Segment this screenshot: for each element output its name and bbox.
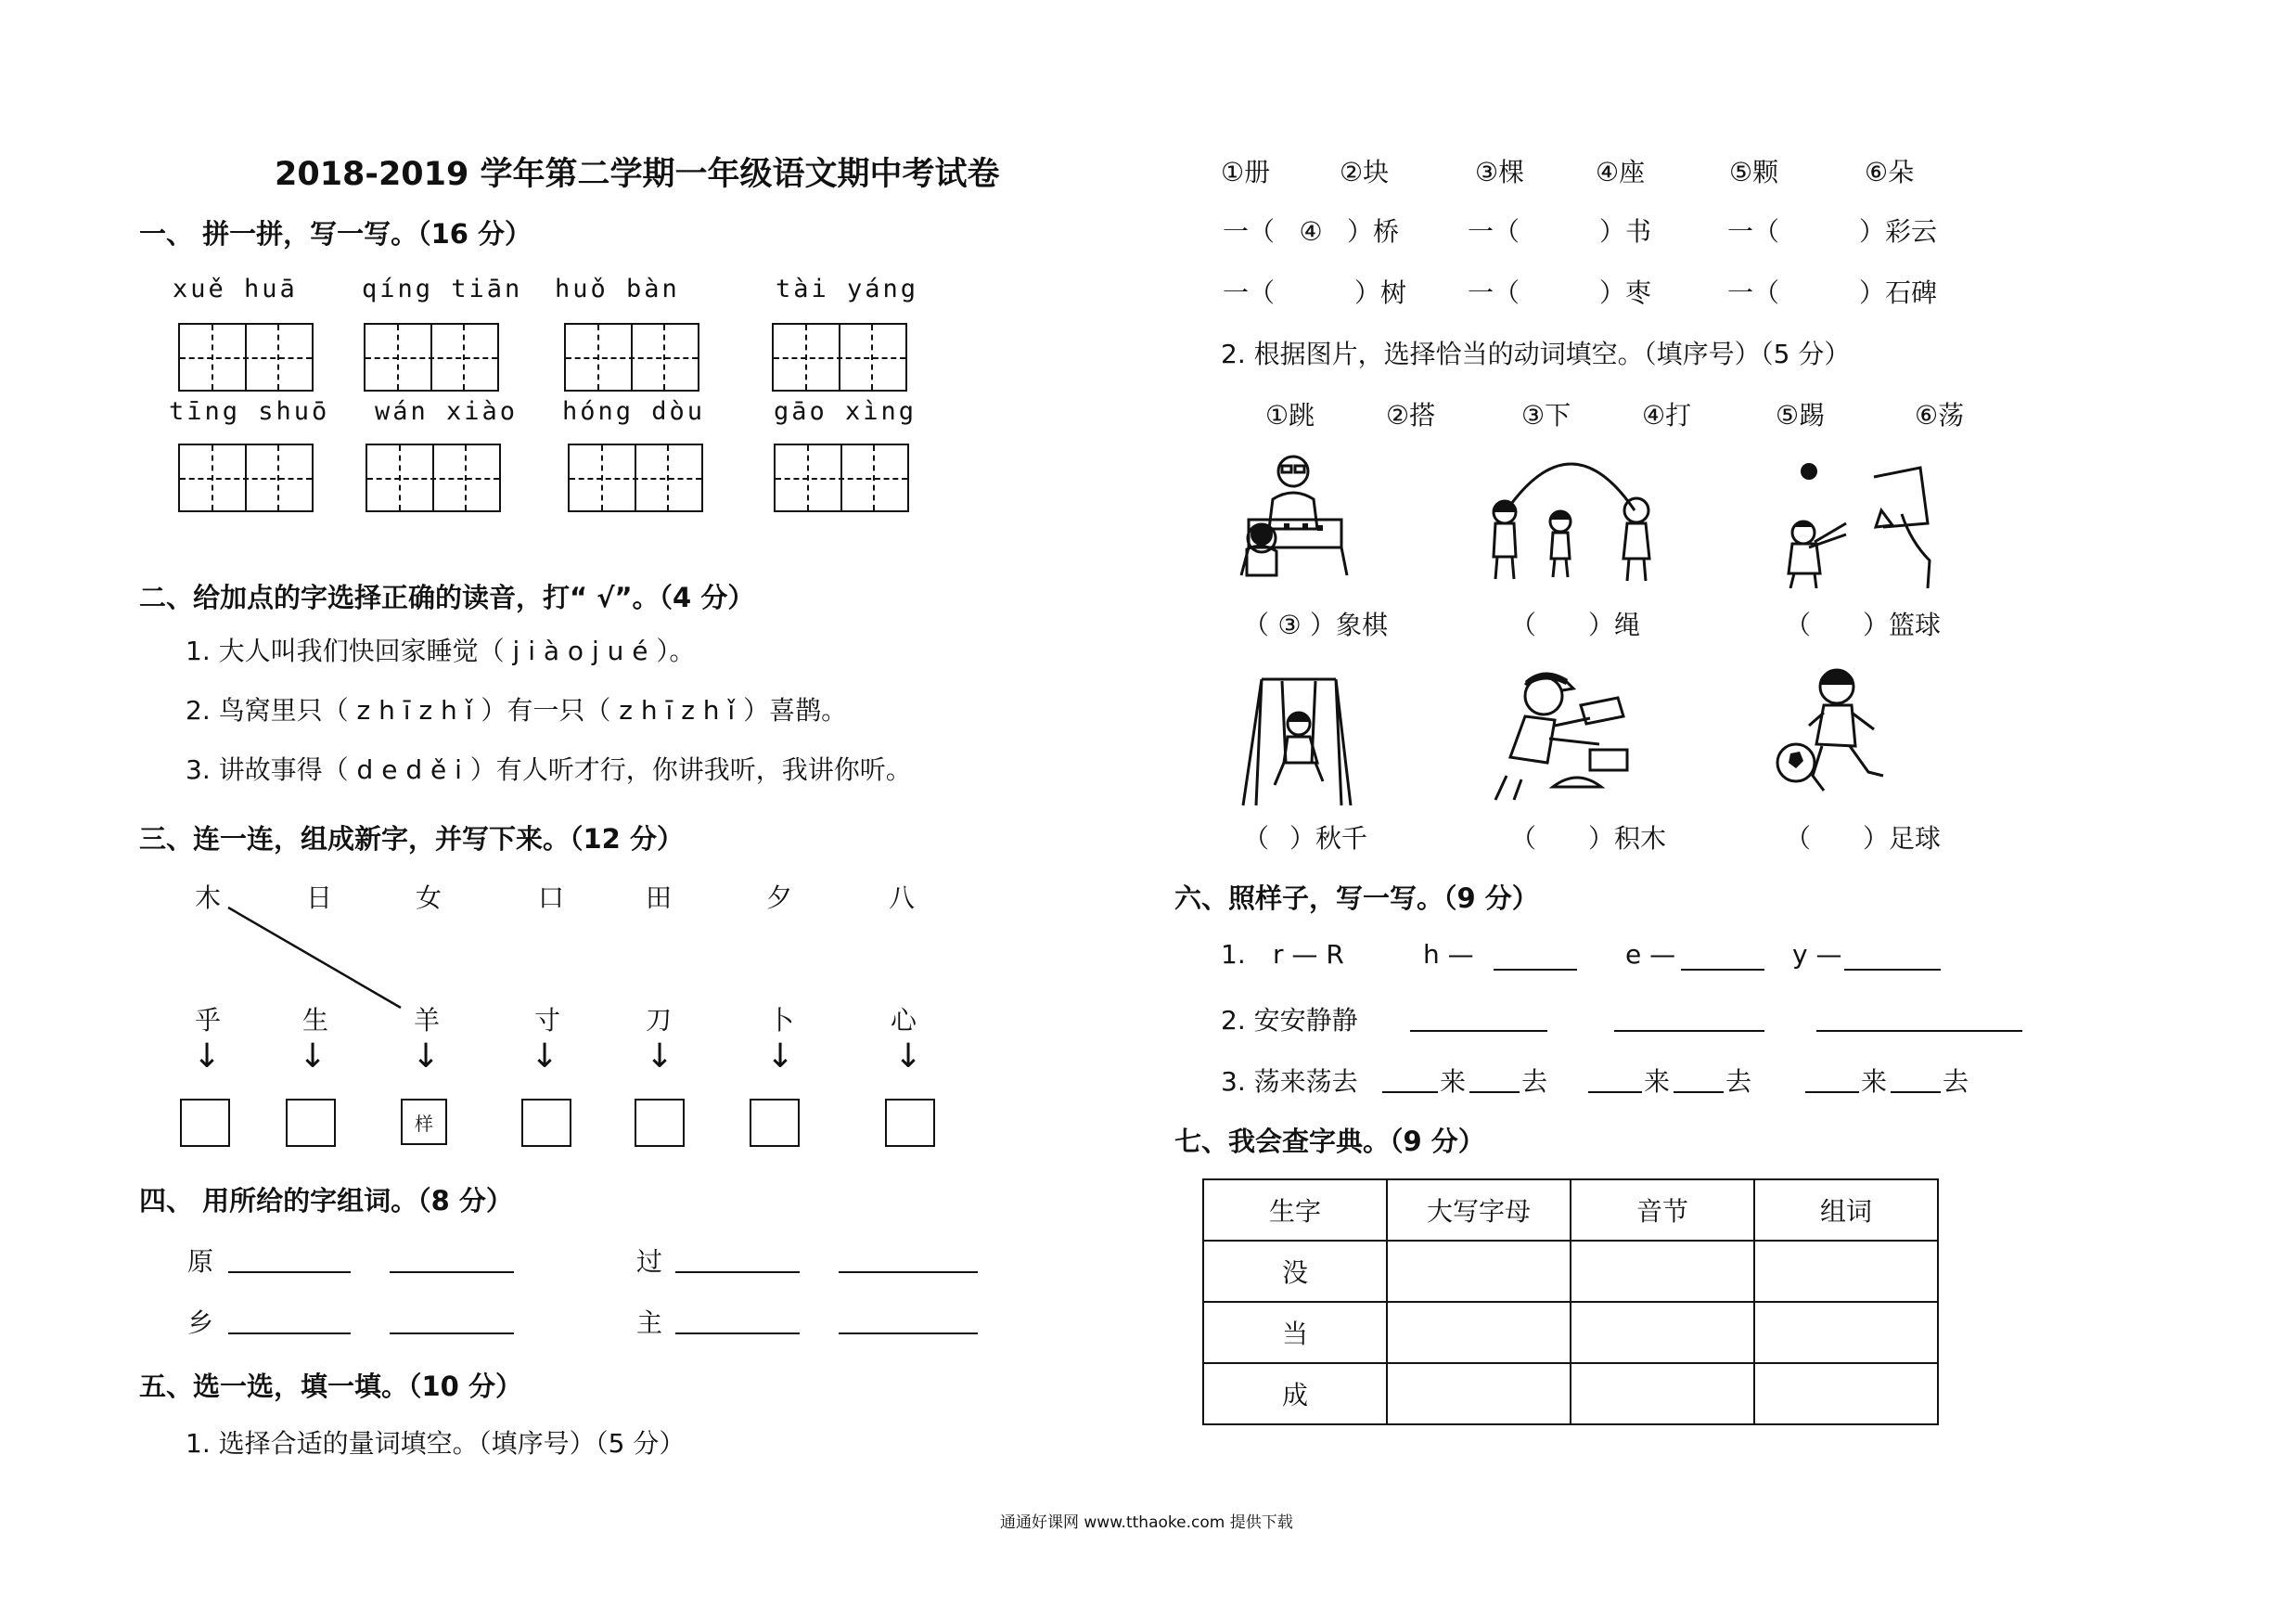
fill-suffix: ）足球 xyxy=(1863,823,1942,854)
q6-1-item: e — xyxy=(1625,939,1676,970)
table-cell-char: 没 xyxy=(1203,1241,1387,1302)
fill-suffix: ）树 xyxy=(1354,277,1407,308)
blank-line[interactable] xyxy=(1891,1091,1941,1093)
fill-suffix: ）篮球 xyxy=(1863,610,1942,640)
section-5-heading: 五、选一选，填一填。（10 分） xyxy=(139,1371,522,1402)
top-char: 田 xyxy=(646,882,673,913)
section-1-heading: 一、 拼一拼，写一写。（16 分） xyxy=(139,218,532,250)
pinyin-7: hóng dòu xyxy=(562,397,706,426)
section-4-heading: 四、 用所给的字组词。（8 分） xyxy=(139,1185,513,1216)
table-cell-blank[interactable] xyxy=(1571,1302,1754,1363)
bottom-char: 心 xyxy=(891,1005,917,1036)
answer-box[interactable]: 样 xyxy=(401,1099,447,1145)
q6-3-lai: 来 xyxy=(1440,1066,1467,1097)
verb-option: ②搭 xyxy=(1386,400,1436,431)
question-2-2: 2. 鸟窝里只（ z h ī z h ǐ ）有一只（ z h ī z h ǐ ）喜鹊。 xyxy=(186,695,848,726)
picture-fill[interactable] xyxy=(1785,818,1941,856)
q6-3-qu: 去 xyxy=(1943,1066,1969,1097)
fill-suffix: ）彩云 xyxy=(1859,216,1938,247)
fill-prefix: 一（ xyxy=(1223,216,1276,247)
basketball-image xyxy=(1772,458,1939,588)
fill-prefix: （ xyxy=(1785,610,1812,640)
football-image xyxy=(1772,661,1902,800)
picture-fill[interactable] xyxy=(1785,605,1941,642)
blank-line[interactable] xyxy=(1681,969,1764,971)
pinyin-3: huǒ bàn xyxy=(555,275,680,303)
fill-blank[interactable] xyxy=(1727,212,1937,249)
bottom-char: 寸 xyxy=(534,1005,561,1036)
measure-option: ⑥朵 xyxy=(1865,157,1915,187)
blank-line[interactable] xyxy=(1805,1091,1859,1093)
fill-suffix: ）枣 xyxy=(1599,277,1652,308)
table-cell-char: 成 xyxy=(1203,1363,1387,1424)
fill-answer: ③ xyxy=(1277,610,1302,640)
fill-prefix: （ xyxy=(1510,823,1537,854)
q6-2: 2. 安安静静 xyxy=(1221,1005,1358,1036)
pinyin-6: wán xiào xyxy=(375,397,519,426)
fill-blank[interactable] xyxy=(1468,212,1651,249)
q6-1-label: 1. xyxy=(1221,939,1246,970)
table-header-cell: 大写字母 xyxy=(1387,1179,1571,1241)
down-arrow-icon: ↓ xyxy=(193,1037,222,1075)
blank-line[interactable] xyxy=(1382,1091,1438,1093)
answer-box[interactable] xyxy=(885,1099,935,1147)
answer-box[interactable] xyxy=(750,1099,800,1147)
section-2-heading: 二、给加点的字选择正确的读音，打“ √”。（4 分） xyxy=(139,582,755,613)
picture-fill[interactable] xyxy=(1243,605,1388,642)
top-char: 日 xyxy=(306,882,333,913)
top-char: 八 xyxy=(889,882,916,913)
answer-box[interactable] xyxy=(180,1099,230,1147)
picture-fill[interactable] xyxy=(1243,818,1367,856)
section-7-heading: 七、我会查字典。（9 分） xyxy=(1174,1126,1485,1157)
blank-line[interactable] xyxy=(1816,1030,2022,1032)
q6-3-lai: 来 xyxy=(1861,1066,1888,1097)
fill-prefix: 一（ xyxy=(1468,216,1520,247)
bottom-char: 刀 xyxy=(646,1005,673,1036)
down-arrow-icon: ↓ xyxy=(531,1037,559,1075)
section-6-heading: 六、照样子，写一写。（9 分） xyxy=(1174,882,1539,914)
table-cell-blank[interactable] xyxy=(1571,1363,1754,1424)
blank-line[interactable] xyxy=(839,1271,978,1273)
fill-prefix: 一（ xyxy=(1727,277,1780,308)
word-char: 乡 xyxy=(187,1307,214,1338)
fill-prefix: 一（ xyxy=(1727,216,1780,247)
table-row xyxy=(1203,1302,1938,1363)
verb-option: ⑤踢 xyxy=(1776,400,1826,431)
q6-1-item: h — xyxy=(1423,939,1474,970)
q6-3-lai: 来 xyxy=(1644,1066,1671,1097)
blank-line[interactable] xyxy=(1614,1030,1764,1032)
verb-option: ④打 xyxy=(1642,400,1692,431)
fill-suffix: ）秋千 xyxy=(1289,823,1368,854)
bottom-char: 乎 xyxy=(195,1005,222,1036)
verb-option: ①跳 xyxy=(1265,400,1315,431)
fill-suffix: ）积木 xyxy=(1588,823,1667,854)
blank-line[interactable] xyxy=(675,1271,800,1273)
bottom-char: 卜 xyxy=(768,1005,795,1036)
table-cell-char: 当 xyxy=(1203,1302,1387,1363)
blank-line[interactable] xyxy=(1674,1091,1724,1093)
pinyin-1: xuě huā xyxy=(173,275,298,303)
table-cell-blank[interactable] xyxy=(1754,1363,1938,1424)
dictionary-table xyxy=(1202,1178,1939,1425)
jump-rope-image xyxy=(1479,455,1664,585)
fill-suffix: ）书 xyxy=(1599,216,1652,247)
table-cell-blank[interactable] xyxy=(1754,1302,1938,1363)
table-header-cell: 音节 xyxy=(1571,1179,1754,1241)
table-cell-blank[interactable] xyxy=(1387,1241,1571,1302)
pinyin-8: gāo xìng xyxy=(774,397,917,426)
blank-line[interactable] xyxy=(1469,1091,1520,1093)
table-cell-blank[interactable] xyxy=(1387,1363,1571,1424)
answer-box[interactable] xyxy=(521,1099,571,1147)
fill-prefix: （ xyxy=(1243,823,1270,854)
measure-option: ⑤颗 xyxy=(1729,157,1779,187)
top-char: 夕 xyxy=(766,882,793,913)
fill-prefix: 一（ xyxy=(1468,277,1520,308)
bottom-char: 羊 xyxy=(414,1005,441,1036)
question-2-3: 3. 讲故事得（ d e d ě i ）有人听才行，你讲我听，我讲你听。 xyxy=(186,754,912,785)
picture-fill[interactable] xyxy=(1510,605,1640,642)
word-char: 主 xyxy=(636,1307,663,1338)
down-arrow-icon: ↓ xyxy=(766,1037,795,1075)
table-cell-blank[interactable] xyxy=(1754,1241,1938,1302)
swing-image xyxy=(1234,670,1364,809)
table-row xyxy=(1203,1363,1938,1424)
blank-line[interactable] xyxy=(390,1332,514,1334)
q6-1-item: y — xyxy=(1792,939,1842,970)
page-title: 2018-2019 学年第二学期一年级语文期中考试卷 xyxy=(275,156,1000,193)
measure-option: ③棵 xyxy=(1475,157,1525,187)
top-char: 口 xyxy=(538,882,565,913)
answer-box[interactable] xyxy=(635,1099,685,1147)
down-arrow-icon: ↓ xyxy=(412,1037,441,1075)
top-char: 木 xyxy=(195,882,222,913)
blank-line[interactable] xyxy=(390,1271,514,1273)
blank-line[interactable] xyxy=(1410,1030,1547,1032)
fill-suffix: ）桥 xyxy=(1347,216,1400,247)
fill-prefix: （ xyxy=(1785,823,1812,854)
top-char: 女 xyxy=(416,882,443,913)
fill-blank[interactable] xyxy=(1223,273,1406,310)
q6-3-qu: 去 xyxy=(1521,1066,1548,1097)
fill-suffix: ）绳 xyxy=(1588,610,1641,640)
section-3-heading: 三、连一连，组成新字，并写下来。（12 分） xyxy=(139,823,684,855)
blank-line[interactable] xyxy=(675,1332,800,1334)
down-arrow-icon: ↓ xyxy=(894,1037,923,1075)
down-arrow-icon: ↓ xyxy=(646,1037,674,1075)
table-cell-blank[interactable] xyxy=(1387,1302,1571,1363)
q6-3-qu: 去 xyxy=(1725,1066,1752,1097)
down-arrow-icon: ↓ xyxy=(299,1037,327,1075)
word-char: 原 xyxy=(187,1246,214,1277)
fill-prefix: （ xyxy=(1243,610,1270,640)
sub-question-5-2: 2. 根据图片，选择恰当的动词填空。（填序号）（5 分） xyxy=(1221,339,1851,369)
measure-option: ④座 xyxy=(1596,157,1646,187)
fill-prefix: 一（ xyxy=(1223,277,1276,308)
table-cell-blank[interactable] xyxy=(1571,1241,1754,1302)
table-header-cell: 组词 xyxy=(1754,1179,1938,1241)
fill-blank[interactable] xyxy=(1223,212,1399,249)
question-2-1: 1. 大人叫我们快回家睡觉（ j i à o j u é ）。 xyxy=(186,636,696,666)
bottom-char: 生 xyxy=(302,1005,329,1036)
verb-option: ⑥荡 xyxy=(1915,400,1965,431)
fill-answer: ④ xyxy=(1299,216,1323,247)
table-header-cell: 生字 xyxy=(1203,1179,1387,1241)
table-header-row xyxy=(1203,1179,1938,1241)
blank-line[interactable] xyxy=(839,1332,978,1334)
fill-prefix: （ xyxy=(1510,610,1537,640)
blank-line[interactable] xyxy=(1588,1091,1642,1093)
pinyin-4: tài yáng xyxy=(776,275,919,303)
pinyin-2: qíng tiān xyxy=(362,275,523,303)
sub-question-5-1: 1. 选择合适的量词填空。（填序号）（5 分） xyxy=(186,1428,686,1459)
pinyin-5: tīng shuō xyxy=(169,397,330,426)
table-row xyxy=(1203,1241,1938,1302)
fill-blank[interactable] xyxy=(1727,273,1937,310)
footer-text: 通通好课网 www.tthaoke.com 提供下载 xyxy=(1000,1513,1293,1532)
measure-option: ②块 xyxy=(1340,157,1390,187)
picture-fill[interactable] xyxy=(1510,818,1666,856)
answer-box[interactable] xyxy=(286,1099,336,1147)
blank-line[interactable] xyxy=(1844,969,1941,971)
blank-line[interactable] xyxy=(228,1271,351,1273)
blank-line[interactable] xyxy=(228,1332,351,1334)
fill-suffix: ）石碑 xyxy=(1859,277,1938,308)
fill-suffix: ）象棋 xyxy=(1310,610,1389,640)
building-blocks-image xyxy=(1488,661,1646,809)
chess-image xyxy=(1228,445,1358,585)
measure-option: ①册 xyxy=(1221,157,1271,187)
q6-1-example: r — R xyxy=(1273,939,1344,970)
blank-line[interactable] xyxy=(1494,969,1577,971)
word-char: 过 xyxy=(636,1246,663,1277)
verb-option: ③下 xyxy=(1521,400,1571,431)
q6-3: 3. 荡来荡去 xyxy=(1221,1066,1358,1097)
fill-blank[interactable] xyxy=(1468,273,1651,310)
